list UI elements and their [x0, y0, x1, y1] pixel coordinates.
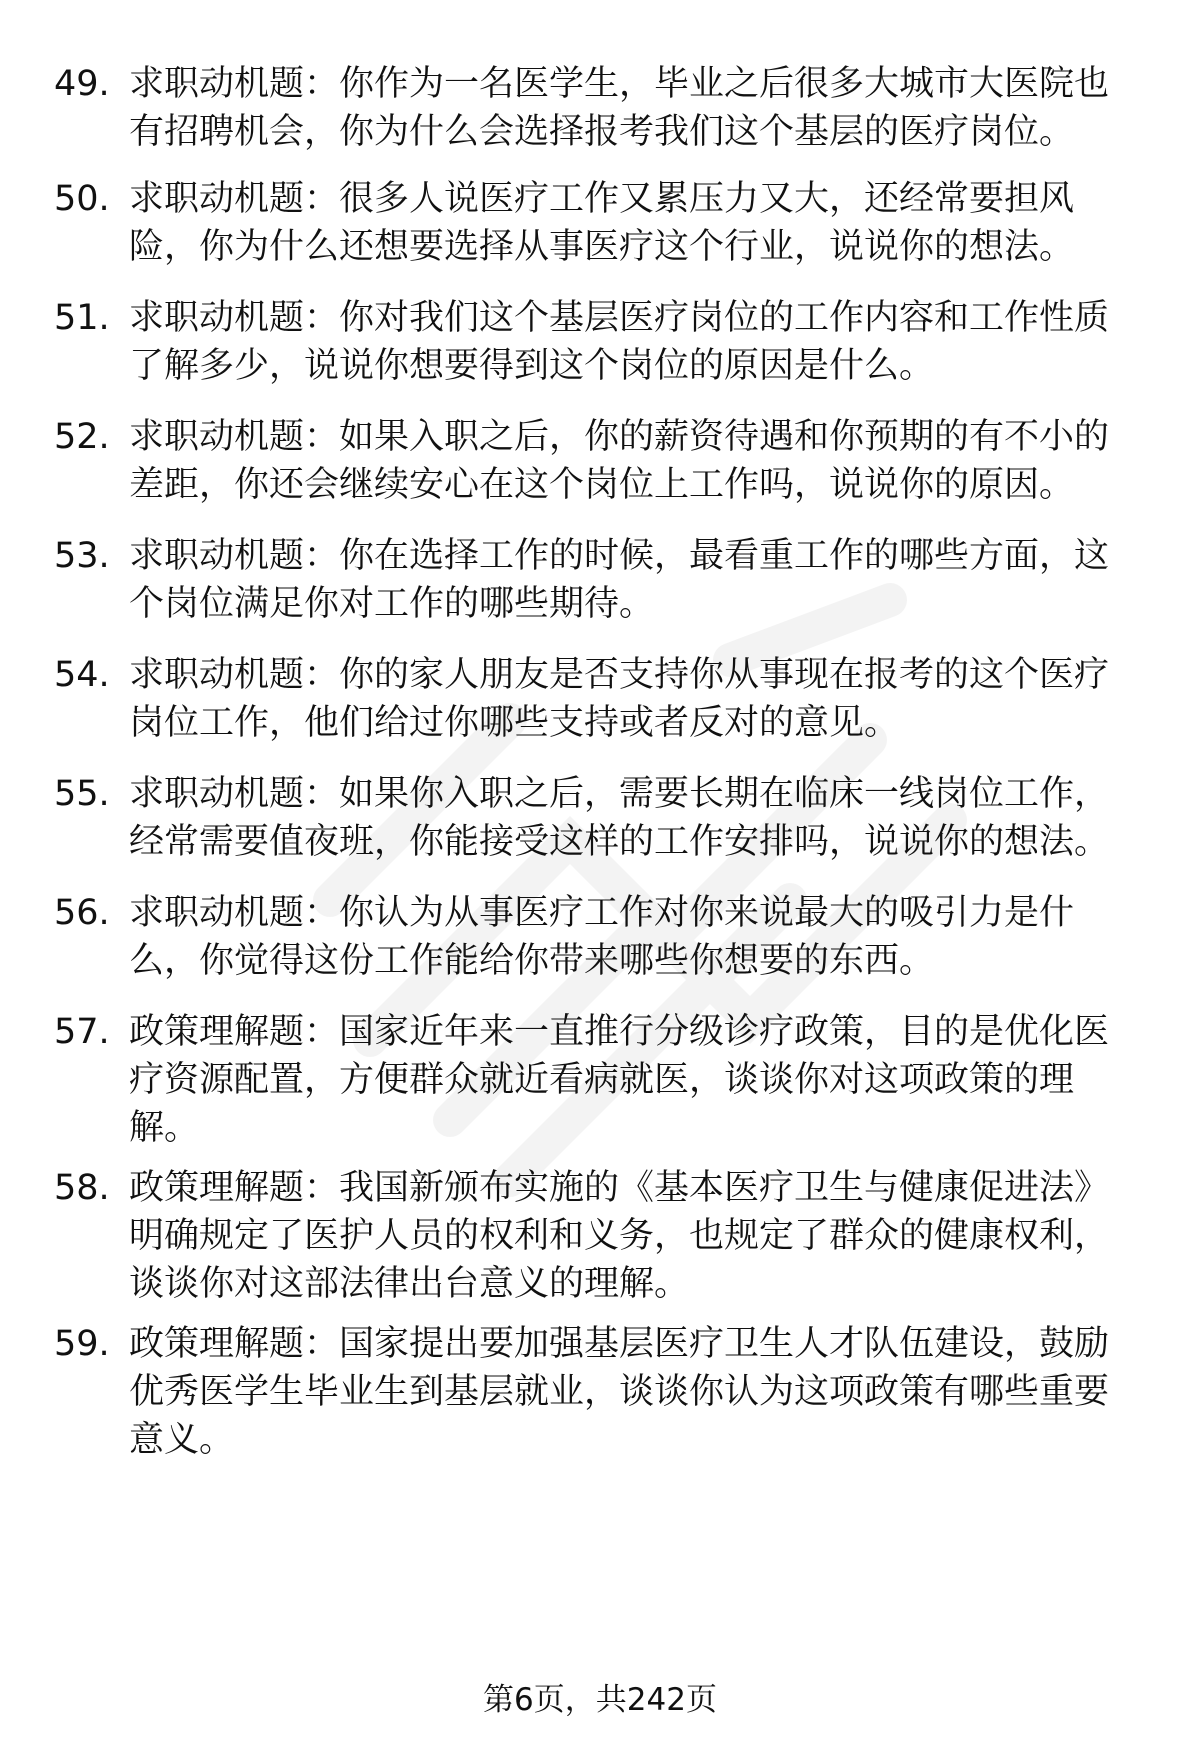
- question-text-line: 求职动机题：你在选择工作的时候，最看重工作的哪些方面，这: [129, 536, 1110, 576]
- question-text-line: 求职动机题：你认为从事医疗工作对你来说最大的吸引力是什: [129, 893, 1075, 933]
- question-text-line: 明确规定了医护人员的权利和义务，也规定了群众的健康权利，: [129, 1216, 1110, 1256]
- question-text: [129, 1008, 1109, 1152]
- question-text-line: 意义。: [129, 1420, 235, 1460]
- question-text: [129, 1164, 1109, 1308]
- question-number: 55.: [54, 774, 110, 814]
- question-number: 57.: [54, 1012, 110, 1052]
- question-number: 58.: [54, 1168, 110, 1208]
- question-number: 59.: [54, 1324, 110, 1364]
- question-text-line: 求职动机题：很多人说医疗工作又累压力又大，还经常要担风: [129, 179, 1075, 219]
- page-number-label: 第6页，共242页: [483, 1682, 717, 1718]
- question-text-line: 么，你觉得这份工作能给你带来哪些你想要的东西。: [129, 941, 935, 981]
- question-text-line: 有招聘机会，你为什么会选择报考我们这个基层的医疗岗位。: [129, 112, 1075, 152]
- question-text: [129, 60, 1109, 156]
- question-text-line: 差距，你还会继续安心在这个岗位上工作吗，说说你的原因。: [129, 465, 1075, 505]
- question-text: [129, 1320, 1109, 1464]
- question-text-line: 求职动机题：如果入职之后，你的薪资待遇和你预期的有不小的: [129, 417, 1110, 457]
- question-number: 50.: [54, 179, 110, 219]
- question-text-line: 险，你为什么还想要选择从事医疗这个行业，说说你的想法。: [129, 227, 1075, 267]
- question-text-line: 优秀医学生毕业生到基层就业，谈谈你认为这项政策有哪些重要: [129, 1372, 1110, 1412]
- question-text-line: 求职动机题：如果你入职之后，需要长期在临床一线岗位工作，: [129, 774, 1110, 814]
- question-text: [129, 294, 1109, 390]
- question-text-line: 了解多少，说说你想要得到这个岗位的原因是什么。: [129, 346, 935, 386]
- question-number: 56.: [54, 893, 110, 933]
- question-text-line: 求职动机题：你的家人朋友是否支持你从事现在报考的这个医疗: [129, 655, 1110, 695]
- question-number: 52.: [54, 417, 110, 457]
- question-text: [129, 889, 1074, 985]
- question-text-line: 谈谈你对这部法律出台意义的理解。: [129, 1264, 690, 1304]
- question-text-line: 求职动机题：你对我们这个基层医疗岗位的工作内容和工作性质: [129, 298, 1110, 338]
- question-text-line: 解。: [129, 1108, 200, 1148]
- question-text-line: 疗资源配置，方便群众就近看病就医，谈谈你对这项政策的理: [129, 1060, 1075, 1100]
- question-text-line: 经常需要值夜班，你能接受这样的工作安排吗，说说你的想法。: [129, 822, 1110, 862]
- question-text: [129, 532, 1109, 628]
- question-text-line: 政策理解题：国家近年来一直推行分级诊疗政策，目的是优化医: [129, 1012, 1110, 1052]
- question-text-line: 个岗位满足你对工作的哪些期待。: [129, 584, 655, 624]
- question-text: [129, 651, 1109, 747]
- question-number: 54.: [54, 655, 110, 695]
- question-text: [129, 413, 1109, 509]
- question-text-line: 政策理解题：国家提出要加强基层医疗卫生人才队伍建设，鼓励: [129, 1324, 1110, 1364]
- question-number: 51.: [54, 298, 110, 338]
- question-text-line: 政策理解题：我国新颁布实施的《基本医疗卫生与健康促进法》: [129, 1168, 1110, 1208]
- question-number: 53.: [54, 536, 110, 576]
- question-number: 49.: [54, 64, 110, 104]
- question-text: [129, 770, 1109, 866]
- question-text-line: 岗位工作，他们给过你哪些支持或者反对的意见。: [129, 703, 900, 743]
- question-text: [129, 175, 1074, 271]
- question-text-line: 求职动机题：你作为一名医学生，毕业之后很多大城市大医院也: [129, 64, 1110, 104]
- page-footer: [0, 1678, 1200, 1722]
